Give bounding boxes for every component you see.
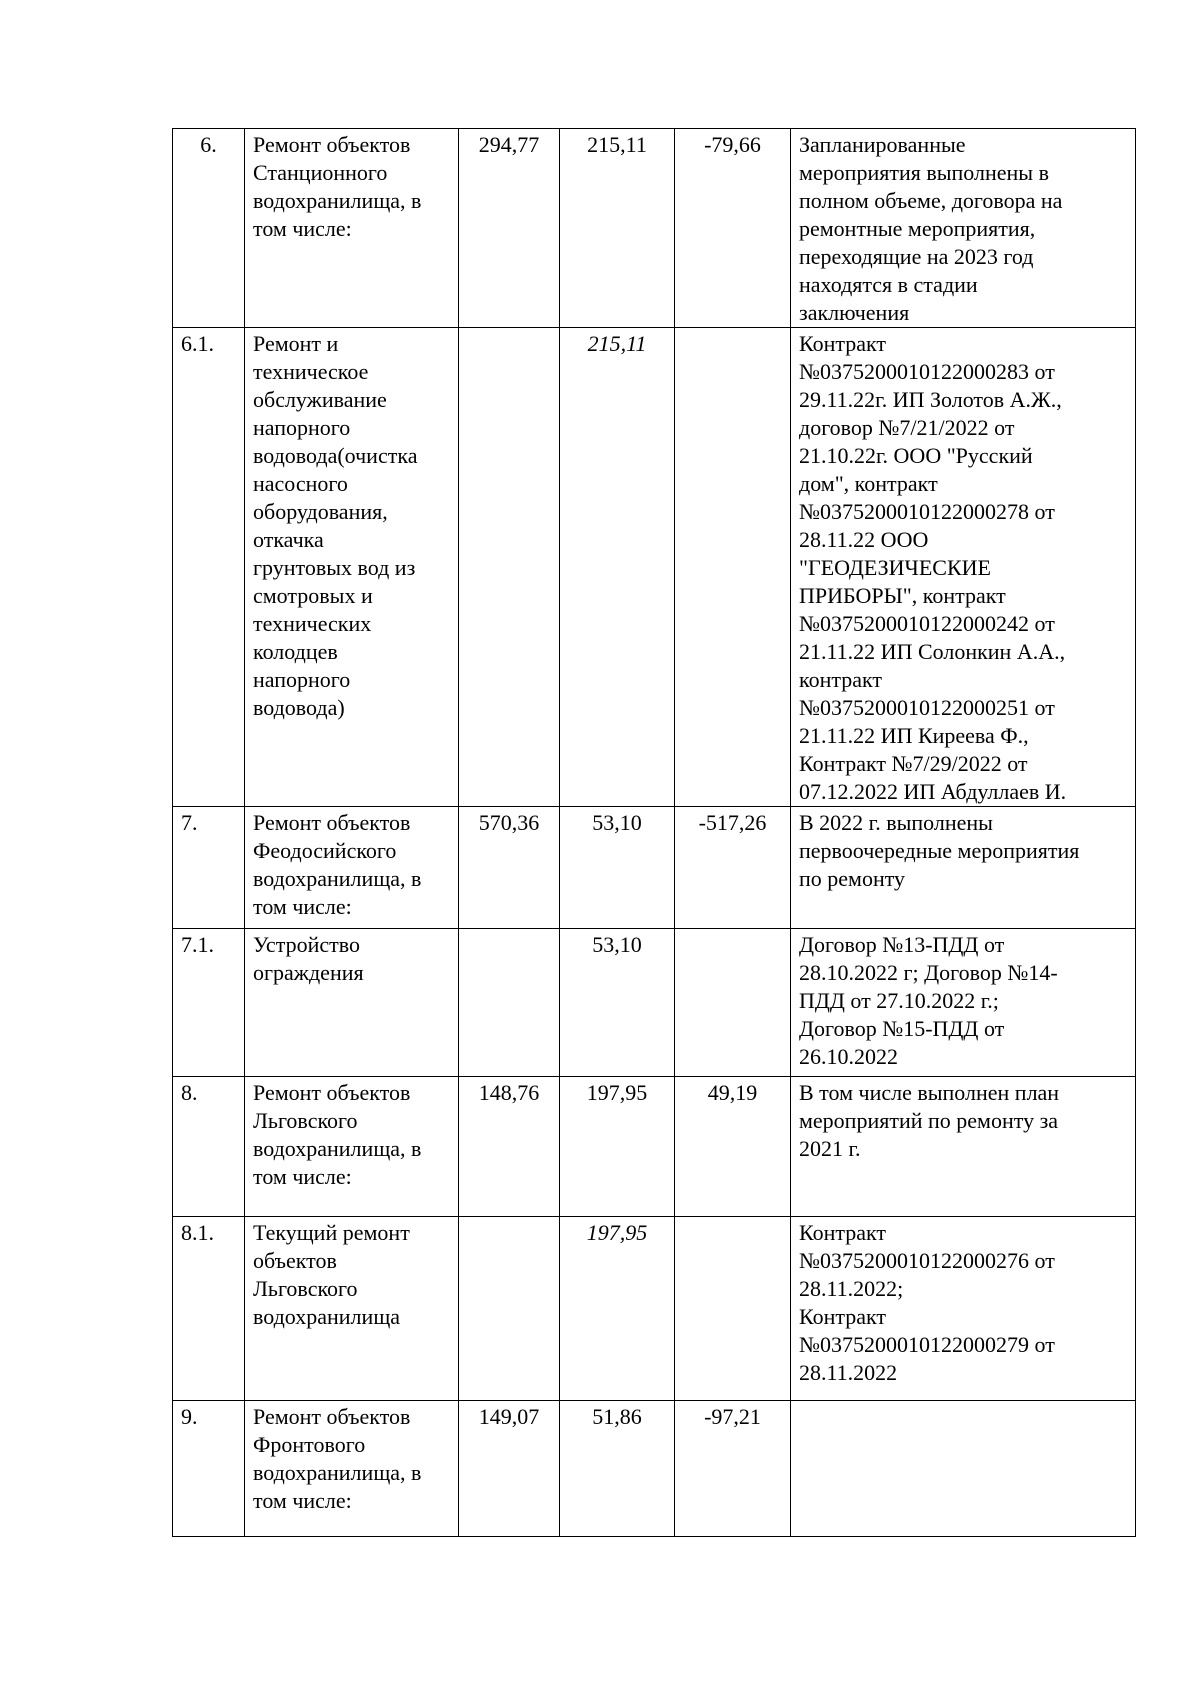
row-name: Ремонт объектов Феодосийского водохранилища, в том числе: [245, 807, 459, 929]
row-number: 7. [173, 807, 245, 929]
row-number: 6.1. [173, 328, 245, 807]
row-number: 8.1. [173, 1217, 245, 1401]
table-row [173, 1077, 1136, 1217]
table-row [173, 1401, 1136, 1537]
row-name: Ремонт объектов Льговского водохранилища, в том числе: [245, 1077, 459, 1217]
row-fact: 51,86 [560, 1401, 675, 1537]
row-note: Договор №13-ПДД от 28.10.2022 г; Договор №14- ПДД от 27.10.2022 г.; Договор №15-ПДД от 26.10.2022 [791, 929, 1136, 1077]
row-note: Контракт №0375200010122000283 от 29.11.22г. ИП Золотов А.Ж., договор №7/21/2022 от 21.10.22г. ООО "Русский дом", контракт №0375200010122000278 от 28.11.22 ООО "ГЕОДЕЗИЧЕСКИЕ ПРИБОРЫ", контракт №0375200010122000242 от 21.11.22 ИП Солонкин А.А., контракт №0375200010122000251 от 21.11.22 ИП Киреева Ф., Контракт №7/29/2022 от 07.12.2022 ИП Абдуллаев И. [791, 328, 1136, 807]
row-note: Контракт №0375200010122000276 от 28.11.2022; Контракт №0375200010122000279 от 28.11.2022 [791, 1217, 1136, 1401]
row-note: Запланированные мероприятия выполнены в полном объеме, договора на ремонтные мероприятия, переходящие на 2023 год находятся в стадии заключения [791, 129, 1136, 328]
row-note: В том числе выполнен план мероприятий по ремонту за 2021 г. [791, 1077, 1136, 1217]
row-number: 9. [173, 1401, 245, 1537]
row-diff: -517,26 [675, 807, 791, 929]
row-name: Ремонт и техническое обслуживание напорного водовода(очистка насосного оборудования, откачка грунтовых вод из смотровых и технических колодцев напорного водовода) [245, 328, 459, 807]
row-diff [675, 929, 791, 1077]
row-plan: 149,07 [459, 1401, 560, 1537]
row-number: 6. [173, 129, 245, 328]
row-diff: 49,19 [675, 1077, 791, 1217]
row-number: 7.1. [173, 929, 245, 1077]
row-plan [459, 929, 560, 1077]
table-row [173, 929, 1136, 1077]
row-plan: 294,77 [459, 129, 560, 328]
row-diff [675, 328, 791, 807]
repair-table [172, 128, 1136, 1537]
row-fact: 215,11 [560, 129, 675, 328]
row-note [791, 1401, 1136, 1537]
row-fact: 197,95 [560, 1217, 675, 1401]
row-name: Устройство ограждения [245, 929, 459, 1077]
row-diff: -79,66 [675, 129, 791, 328]
row-note: В 2022 г. выполнены первоочередные мероприятия по ремонту [791, 807, 1136, 929]
row-name: Ремонт объектов Станционного водохранилища, в том числе: [245, 129, 459, 328]
row-plan [459, 328, 560, 807]
table-row [173, 328, 1136, 807]
row-plan: 148,76 [459, 1077, 560, 1217]
table-row [173, 1217, 1136, 1401]
row-fact: 197,95 [560, 1077, 675, 1217]
row-fact: 53,10 [560, 929, 675, 1077]
row-fact: 53,10 [560, 807, 675, 929]
row-plan [459, 1217, 560, 1401]
table-row [173, 807, 1136, 929]
row-number: 8. [173, 1077, 245, 1217]
row-diff [675, 1217, 791, 1401]
row-diff: -97,21 [675, 1401, 791, 1537]
row-name: Текущий ремонт объектов Льговского водохранилища [245, 1217, 459, 1401]
row-name: Ремонт объектов Фронтового водохранилища, в том числе: [245, 1401, 459, 1537]
row-fact: 215,11 [560, 328, 675, 807]
row-plan: 570,36 [459, 807, 560, 929]
table-row [173, 129, 1136, 328]
